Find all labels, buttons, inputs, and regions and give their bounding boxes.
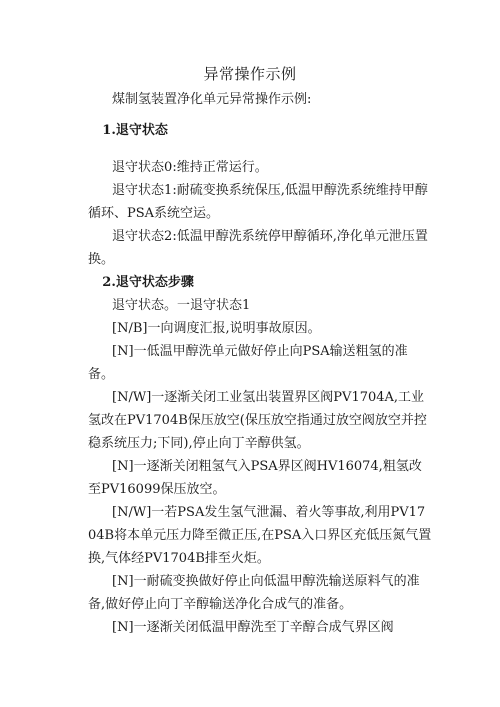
step-1-paragraph: [N/B]一向调度汇报,说明事故原因。 [112, 321, 321, 336]
section-heading-2: 2.退守状态步骤 [102, 275, 194, 290]
section-heading-1: 1.退守状态 [102, 123, 168, 138]
step-6-paragraph: [N]一耐硫变换做好停止向低温甲醇洗输送原料气的准备,做好停止向丁辛醇输送净化合成气的准备。 [88, 574, 420, 612]
intro-paragraph: 煤制氢装置净化单元异常操作示例: [112, 92, 312, 107]
state-0-paragraph: 退守状态0:维持正常运行。 [112, 160, 268, 175]
state-1-paragraph: 退守状态1:耐硫变换系统保压,低温甲醇洗系统维持甲醇循环、PSA系统空运。 [88, 183, 428, 221]
state-2-paragraph: 退守状态2:低温甲醇洗系统停甲醇循环,净化单元泄压置换。 [88, 229, 428, 267]
document-title: 异常操作示例 [203, 65, 297, 83]
document-body [88, 88, 432, 639]
step-4-paragraph: [N]一逐渐关闭粗氢气入PSA界区阀HV16074,粗氢改至PV16099保压放空。 [88, 459, 422, 497]
step-2-paragraph: [N]一低温甲醇洗单元做好停止向PSA输送粗氢的准备。 [88, 344, 408, 382]
step-5-paragraph: [N/W]一若PSA发生氢气泄漏、着火等事故,利用PV1704B将本单元压力降至微正压,在PSA入口界区充低压氮气置换,气体经PV1704B排至火炬。 [88, 505, 432, 566]
step-7-paragraph: [N]一逐渐关闭低温甲醇洗至丁辛醇合成气界区阀 [112, 620, 394, 635]
step-3-paragraph: [N/W]一逐渐关闭工业氢出装置界区阀PV1704A,工业氢改在PV1704B保压放空(保压放空指通过放空阀放空并控稳系统压力;下同),停止向丁辛醇供氢。 [88, 390, 427, 451]
steps-intro-paragraph: 退守状态。一退守状态1 [112, 298, 251, 313]
